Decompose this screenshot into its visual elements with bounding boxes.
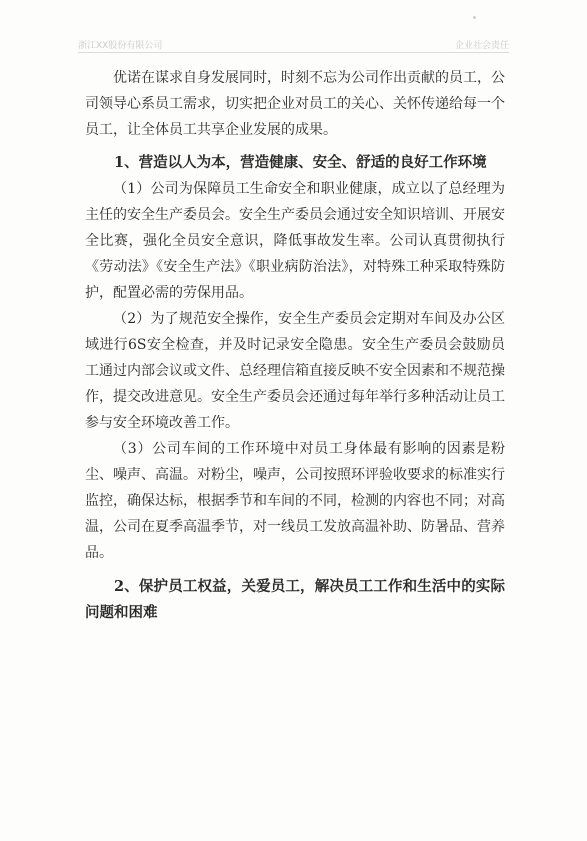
scan-mark [473, 16, 476, 19]
intro-paragraph: 优诺在谋求自身发展同时，时刻不忘为公司作出贡献的员工，公司领导心系员工需求，切实把企业对员工的关心、关怀传递给每一个员工，让全体员工共享企业发展的成果。 [85, 70, 505, 138]
section-heading-1: 1、营造以人为本，营造健康、安全、舒适的良好工作环境 [114, 154, 487, 171]
document-body [85, 65, 505, 626]
paragraph-item-1: （1）公司为保障员工生命安全和职业健康，成立以了总经理为主任的安全生产委员会。安全生产委员会通过安全知识培训、开展安全比赛，强化全员安全意识，降低事故发生率。公司认真贯彻执行《劳动法》《安全生产法》《职业病防治法》，对特殊工种采取特殊防护，配置必需的劳保用品。 [85, 181, 505, 301]
section-heading-2: 2、保护员工权益，关爱员工，解决员工工作和生活中的实际问题和困难 [85, 578, 505, 621]
paragraph-item-2: （2）为了规范安全操作，安全生产委员会定期对车间及办公区域进行6S安全检查，并及时记录安全隐患。安全生产委员会鼓励员工通过内部会议或文件、总经理信箱直接反映不安全因素和不规范操作，提交改进意见。安全生产委员会还通过每年举行多种活动让员工参与安全环境改善工作。 [85, 311, 505, 431]
header-right-text: 企业社会责任 [454, 41, 509, 51]
page-header [78, 38, 509, 53]
header-left-text: 浙江XX股份有限公司 [78, 41, 163, 51]
paragraph-item-3: （3）公司车间的工作环境中对员工身体最有影响的因素是粉尘、噪声、高温。对粉尘，噪声，公司按照环评验收要求的标准实行监控，确保达标，根据季节和车间的不同，检测的内容也不同；对高温，公司在夏季高温季节，对一线员工发放高温补助、防暑品、营养品。 [85, 441, 505, 561]
